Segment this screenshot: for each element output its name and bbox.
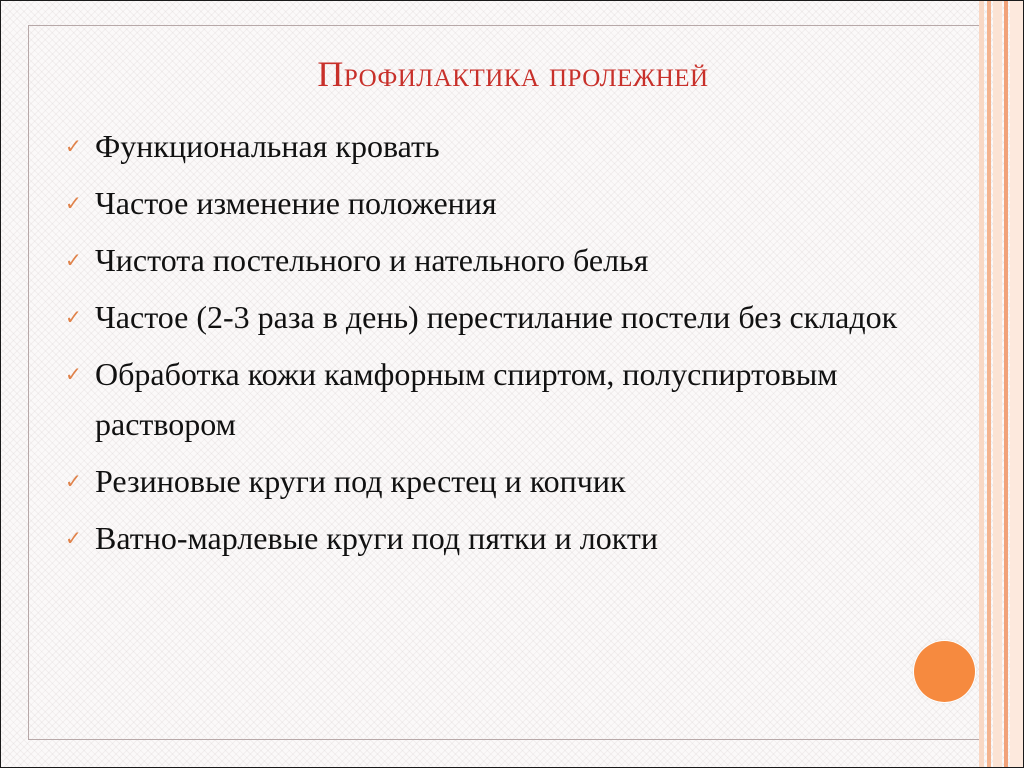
bullet-item (63, 235, 963, 285)
decorative-circle (914, 641, 975, 702)
bullet-text: Частое изменение положения (95, 185, 497, 221)
stripe (1010, 1, 1023, 768)
bullet-text: Чистота постельного и нательного белья (95, 242, 649, 278)
slide-title: Профилактика пролежней (317, 54, 709, 94)
bullet-item (63, 513, 963, 563)
check-icon: ✓ (65, 362, 82, 386)
check-icon: ✓ (65, 469, 82, 493)
bullet-text: Обработка кожи камфорным спиртом, полуспиртовым раствором (95, 356, 838, 442)
bullet-item (63, 349, 963, 449)
check-icon: ✓ (65, 134, 82, 158)
stripe (1004, 1, 1008, 768)
stripe (979, 1, 984, 768)
bullet-item (63, 121, 963, 171)
bullet-text: Ватно-марлевые круги под пятки и локти (95, 520, 658, 556)
stripe (987, 1, 991, 768)
check-icon: ✓ (65, 526, 82, 550)
bullet-text: Резиновые круги под крестец и копчик (95, 463, 626, 499)
check-icon: ✓ (65, 191, 82, 215)
bullet-item (63, 178, 963, 228)
check-icon: ✓ (65, 248, 82, 272)
decorative-stripes (979, 1, 1023, 768)
stripe (993, 1, 1002, 768)
check-icon: ✓ (65, 305, 82, 329)
bullet-item (63, 292, 963, 342)
bullet-list (63, 121, 963, 570)
bullet-text: Частое (2-3 раза в день) перестилание постели без складок (95, 299, 898, 335)
bullet-text: Функциональная кровать (95, 128, 440, 164)
bullet-item (63, 456, 963, 506)
